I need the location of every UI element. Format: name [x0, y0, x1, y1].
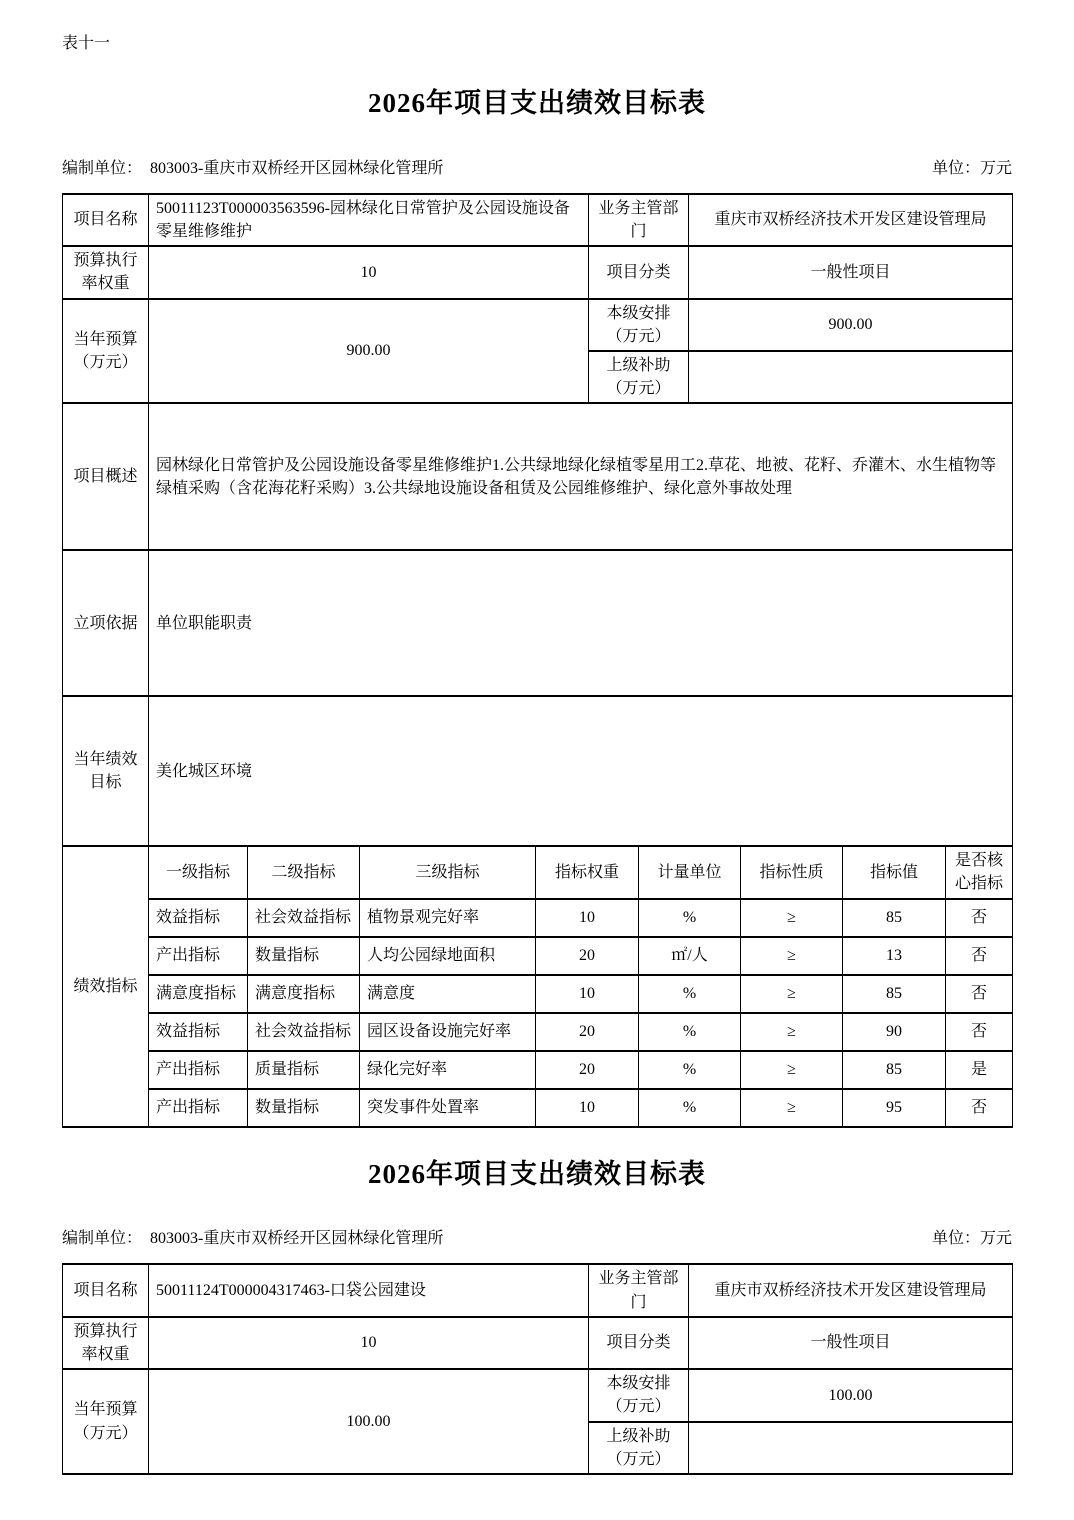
label-overview-1: 项目概述 [63, 403, 149, 550]
indicator-row [63, 975, 1013, 1013]
value-category-2: 一般性项目 [689, 1317, 1013, 1369]
indicator-cell-weight: 20 [536, 1051, 639, 1089]
value-dept-2: 重庆市双桥经济技术开发区建设管理局 [689, 1264, 1013, 1316]
indicator-cell-level3: 绿化完好率 [360, 1051, 536, 1089]
sheet-number-label: 表十一 [62, 35, 111, 52]
indicator-cell-level1: 效益指标 [149, 899, 248, 937]
indicator-row [63, 899, 1013, 937]
label-exec-weight-1: 预算执行率权重 [63, 246, 149, 298]
indicator-cell-value: 85 [843, 975, 946, 1013]
prepared-by-line [62, 1228, 443, 1250]
indicator-cell-core: 否 [946, 899, 1013, 937]
indicator-cell-unit: % [639, 1089, 741, 1127]
section2-title: 2026年项目支出绩效目标表 [368, 1158, 706, 1189]
label-project-name-1: 项目名称 [63, 194, 149, 246]
label-category-2: 项目分类 [589, 1317, 689, 1369]
value-budget-total-2: 100.00 [149, 1369, 589, 1474]
indicator-cell-level2: 质量指标 [248, 1051, 360, 1089]
indicator-cell-value: 85 [843, 899, 946, 937]
value-budget-local-2: 100.00 [689, 1369, 1013, 1421]
indicator-header-core: 是否核心指标 [946, 846, 1013, 898]
indicator-row [63, 1051, 1013, 1089]
label-budget-2: 当年预算（万元） [63, 1369, 149, 1474]
indicator-cell-core: 否 [946, 975, 1013, 1013]
label-basis-1: 立项依据 [63, 550, 149, 696]
value-budget-local-1: 900.00 [689, 299, 1013, 351]
indicator-cell-level2: 社会效益指标 [248, 1013, 360, 1051]
indicator-cell-nature: ≥ [741, 1089, 843, 1127]
project-info-table-2 [62, 1263, 1013, 1475]
indicator-cell-value: 13 [843, 937, 946, 975]
label-project-name-2: 项目名称 [63, 1264, 149, 1316]
indicator-header-level3: 三级指标 [360, 846, 536, 898]
indicator-header-nature: 指标性质 [741, 846, 843, 898]
indicator-header-weight: 指标权重 [536, 846, 639, 898]
indicator-cell-weight: 10 [536, 1089, 639, 1127]
value-budget-upper-1 [689, 351, 1013, 403]
value-category-1: 一般性项目 [689, 246, 1013, 298]
value-basis-1: 单位职能职责 [149, 550, 1013, 696]
unit-label: 单位：万元 [931, 159, 1012, 177]
indicator-header-value: 指标值 [843, 846, 946, 898]
indicator-cell-unit: % [639, 975, 741, 1013]
value-annual-goal-1: 美化城区环境 [149, 696, 1013, 846]
indicator-cell-unit: % [639, 1013, 741, 1051]
indicator-cell-nature: ≥ [741, 975, 843, 1013]
prepared-by-label: 编制单位： [62, 159, 143, 177]
label-annual-goal-1: 当年绩效目标 [63, 696, 149, 846]
indicator-row [63, 1013, 1013, 1051]
value-exec-weight-2: 10 [149, 1317, 589, 1369]
indicator-cell-nature: ≥ [741, 1013, 843, 1051]
value-exec-weight-1: 10 [149, 246, 589, 298]
section1-meta [62, 158, 1012, 180]
indicator-cell-level3: 满意度 [360, 975, 536, 1013]
indicator-cell-unit: % [639, 899, 741, 937]
indicator-cell-value: 90 [843, 1013, 946, 1051]
indicator-cell-value: 85 [843, 1051, 946, 1089]
indicator-cell-nature: ≥ [741, 1051, 843, 1089]
value-dept-1: 重庆市双桥经济技术开发区建设管理局 [689, 194, 1013, 246]
indicator-cell-level2: 满意度指标 [248, 975, 360, 1013]
indicator-cell-level1: 产出指标 [149, 937, 248, 975]
prepared-by-value: 803003-重庆市双桥经开区园林绿化管理所 [150, 1230, 444, 1248]
section1-title: 2026年项目支出绩效目标表 [368, 88, 706, 118]
label-budget-1: 当年预算（万元） [63, 299, 149, 404]
label-budget-upper-1: 上级补助（万元） [589, 351, 689, 403]
indicator-header-level1: 一级指标 [149, 846, 248, 898]
indicator-cell-weight: 20 [536, 937, 639, 975]
label-budget-local-2: 本级安排（万元） [589, 1369, 689, 1421]
prepared-by-label: 编制单位： [62, 1230, 143, 1248]
label-dept-2: 业务主管部门 [589, 1264, 689, 1316]
section2-meta [62, 1228, 1012, 1250]
indicator-cell-level3: 突发事件处置率 [360, 1089, 536, 1127]
value-project-name-2: 50011124T000004317463-口袋公园建设 [149, 1264, 589, 1316]
indicator-cell-nature: ≥ [741, 899, 843, 937]
prepared-by-value: 803003-重庆市双桥经开区园林绿化管理所 [150, 159, 444, 177]
label-exec-weight-2: 预算执行率权重 [63, 1317, 149, 1369]
label-category-1: 项目分类 [589, 246, 689, 298]
indicator-cell-level3: 植物景观完好率 [360, 899, 536, 937]
prepared-by-line [62, 158, 443, 180]
indicator-group-label: 绩效指标 [63, 846, 149, 1126]
project-info-table-1 [62, 193, 1013, 848]
value-budget-upper-2 [689, 1422, 1013, 1474]
value-project-name-1: 50011123T000003563596-园林绿化日常管护及公园设施设备零星维修维护 [149, 194, 589, 246]
value-overview-1: 园林绿化日常管护及公园设施设备零星维修维护1.公共绿地绿化绿植零星用工2.草花、地被、花籽、乔灌木、水生植物等绿植采购（含花海花籽采购）3.公共绿地设施设备租赁及公园维修维护、绿化意外事故处理 [149, 403, 1013, 550]
indicator-cell-weight: 20 [536, 1013, 639, 1051]
label-budget-upper-2: 上级补助（万元） [589, 1422, 689, 1474]
indicator-row [63, 937, 1013, 975]
indicator-cell-core: 否 [946, 937, 1013, 975]
indicator-row [63, 1089, 1013, 1127]
indicator-cell-level1: 产出指标 [149, 1089, 248, 1127]
indicator-cell-level1: 产出指标 [149, 1051, 248, 1089]
indicator-cell-level2: 数量指标 [248, 1089, 360, 1127]
indicator-cell-unit: % [639, 1051, 741, 1089]
label-dept-1: 业务主管部门 [589, 194, 689, 246]
indicator-cell-weight: 10 [536, 975, 639, 1013]
indicator-cell-nature: ≥ [741, 937, 843, 975]
indicator-cell-level3: 人均公园绿地面积 [360, 937, 536, 975]
indicator-cell-core: 是 [946, 1051, 1013, 1089]
indicator-header-level2: 二级指标 [248, 846, 360, 898]
label-budget-local-1: 本级安排（万元） [589, 299, 689, 351]
indicator-cell-weight: 10 [536, 899, 639, 937]
unit-label: 单位：万元 [931, 1230, 1012, 1248]
value-budget-total-1: 900.00 [149, 299, 589, 404]
indicator-cell-unit: ㎡/人 [639, 937, 741, 975]
indicator-cell-level2: 社会效益指标 [248, 899, 360, 937]
indicator-cell-core: 否 [946, 1013, 1013, 1051]
indicator-cell-value: 95 [843, 1089, 946, 1127]
indicator-table-1 [62, 845, 1013, 1127]
indicator-cell-level1: 效益指标 [149, 1013, 248, 1051]
indicator-cell-core: 否 [946, 1089, 1013, 1127]
indicator-header-unit: 计量单位 [639, 846, 741, 898]
indicator-cell-level3: 园区设备设施完好率 [360, 1013, 536, 1051]
indicator-cell-level2: 数量指标 [248, 937, 360, 975]
indicator-cell-level1: 满意度指标 [149, 975, 248, 1013]
